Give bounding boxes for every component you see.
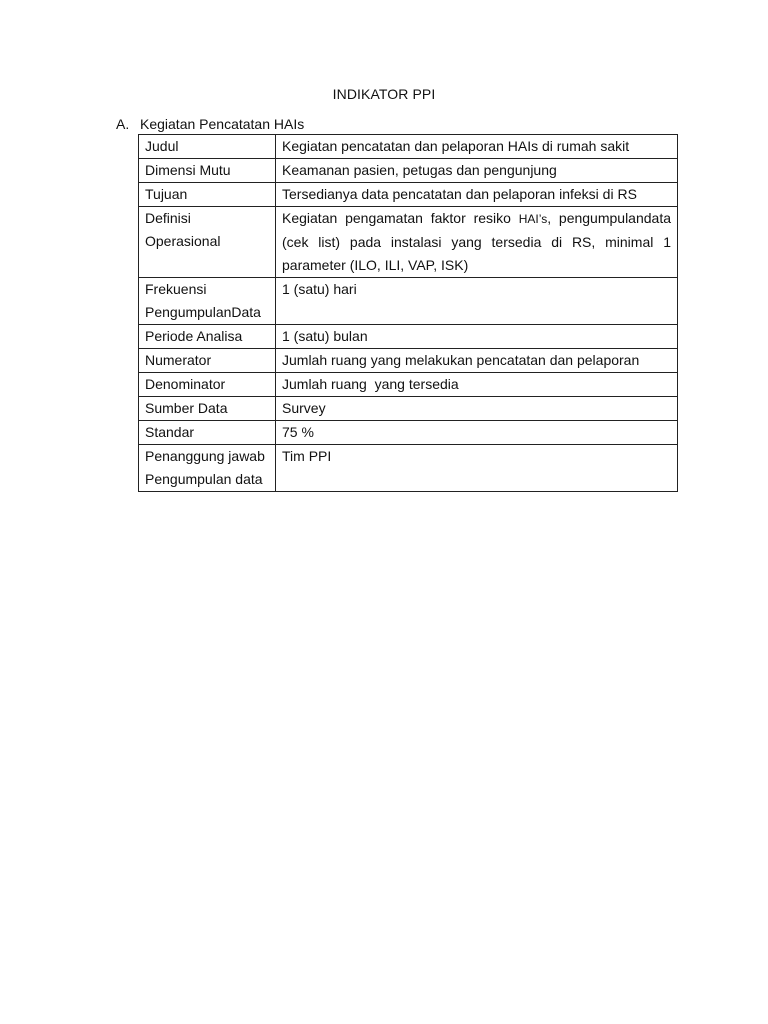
row-value-cell [276, 445, 678, 492]
row-label-cell [139, 207, 276, 278]
row-value-cell [276, 397, 678, 421]
row-label-cell [139, 397, 276, 421]
row-label: Periode Analisa [145, 328, 243, 344]
section-marker: A. [116, 116, 130, 132]
table-row-judul [139, 135, 678, 159]
row-label: Definisi [145, 210, 191, 226]
table-row-definisi-operasional [139, 207, 678, 278]
row-value: 1 (satu) hari [282, 281, 357, 297]
table-row-sumber-data [139, 397, 678, 421]
row-label: Numerator [145, 352, 212, 368]
table-row-numerator [139, 349, 678, 373]
row-label-cell [139, 325, 276, 349]
row-label-cell [139, 421, 276, 445]
table-row-denominator [139, 373, 678, 397]
row-label-cell [139, 349, 276, 373]
row-label-cell [139, 183, 276, 207]
table-row-penanggung-jawab [139, 445, 678, 492]
row-value: Jumlah ruang yang tersedia [282, 376, 459, 392]
row-label: Operasional [145, 233, 221, 249]
table-row-standar [139, 421, 678, 445]
row-value-cell [276, 135, 678, 159]
row-value-part: , pengumpulandata (cek list) pada instalasi yang tersedia di RS, minimal 1 parameter (ILO, ILI, VAP, ISK) [282, 210, 672, 273]
row-label: Sumber Data [145, 400, 228, 416]
row-label: Frekuensi [145, 281, 207, 297]
row-label: Penanggung jawab [145, 448, 265, 464]
table-row-tujuan [139, 183, 678, 207]
row-value: Jumlah ruang yang melakukan pencatatan dan pelaporan [282, 352, 640, 368]
section-heading [116, 116, 304, 132]
row-value-cell [276, 349, 678, 373]
row-value: Keamanan pasien, petugas dan pengunjung [282, 162, 557, 178]
table-row-periode-analisa [139, 325, 678, 349]
row-label: Judul [145, 138, 179, 154]
row-label: Tujuan [145, 186, 188, 202]
row-value-cell [276, 159, 678, 183]
row-label: Dimensi Mutu [145, 162, 231, 178]
row-value: 1 (satu) bulan [282, 328, 368, 344]
row-value-cell [276, 325, 678, 349]
row-label-cell [139, 278, 276, 325]
row-label-cell [139, 445, 276, 492]
row-value: Tim PPI [282, 448, 332, 464]
row-label: Denominator [145, 376, 226, 392]
row-value: Survey [282, 400, 326, 416]
row-value-cell [276, 183, 678, 207]
row-label-cell [139, 373, 276, 397]
row-label: Pengumpulan data [145, 471, 263, 487]
row-value-cell [276, 373, 678, 397]
row-value-cell [276, 207, 678, 278]
row-label-cell [139, 135, 276, 159]
section-heading-text: Kegiatan Pencatatan HAIs [140, 116, 305, 132]
row-label: PengumpulanData [145, 304, 261, 320]
row-value: Kegiatan pencatatan dan pelaporan HAIs di rumah sakit [282, 138, 630, 154]
row-value-cell [276, 278, 678, 325]
row-value: Tersedianya data pencatatan dan pelaporan infeksi di RS [282, 186, 637, 202]
row-value: 75 % [282, 424, 314, 440]
indicator-table [138, 134, 678, 492]
row-label-cell [139, 159, 276, 183]
row-label: Standar [145, 424, 195, 440]
row-value-cell [276, 421, 678, 445]
row-value-part: Kegiatan pengamatan faktor resiko [282, 210, 519, 226]
row-value-part: HAI’s [518, 212, 548, 226]
table-row-frekuensi [139, 278, 678, 325]
document-title: INDIKATOR PPI [332, 86, 436, 102]
table-row-dimensi-mutu [139, 159, 678, 183]
